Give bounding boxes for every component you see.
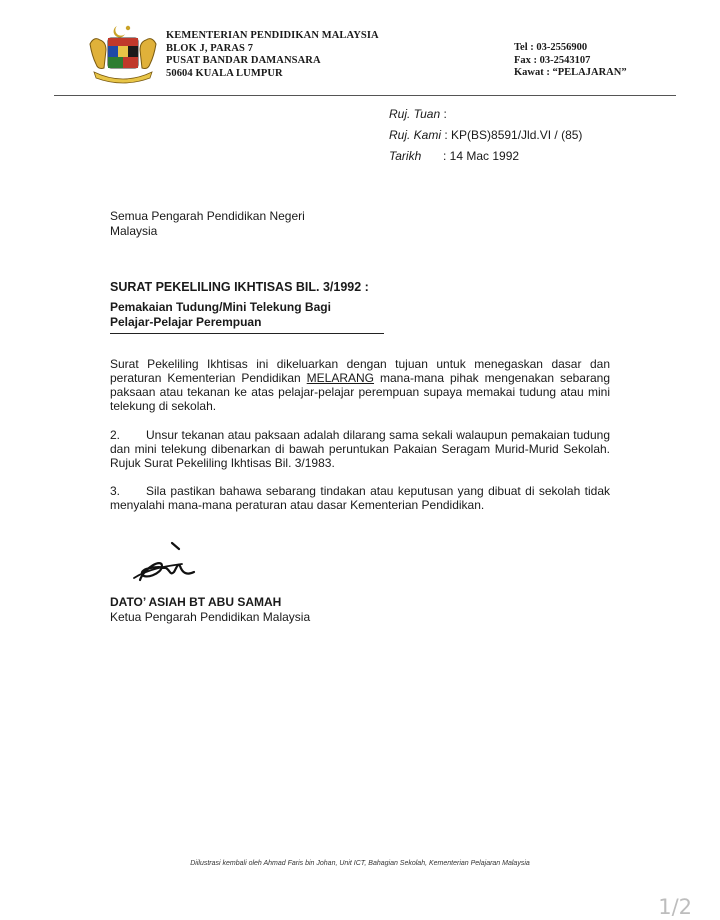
circular-number: SURAT PEKELILING IKHTISAS BIL. 3/1992 : xyxy=(110,280,369,294)
signatory xyxy=(110,595,310,625)
paragraph-number: 3. xyxy=(110,484,121,498)
paragraph-3-text: Sila pastikan bahawa sebarang tindakan atau keputusan yang dibuat di sekolah tidak menyalahi mana-mana peraturan atau dasar Kementerian Pendidikan. xyxy=(110,484,610,512)
telegram-address: Kawat : “PELAJARAN” xyxy=(514,67,627,79)
subject-line: Pemakaian Tudung/Mini Telekung Bagi xyxy=(110,300,331,314)
melarang-keyword: MELARANG xyxy=(306,371,375,385)
paragraph-1-text-cont: mana-mana pihak mengenakan sebarang paksaan atau tekanan ke atas pelajar-pelajar perempuan supaya memakai tudung atau mini telekung di sekolah. xyxy=(110,371,611,413)
recipient-line: Semua Pengarah Pendidikan Negeri xyxy=(110,209,305,223)
org-line: BLOK J, PARAS 7 xyxy=(166,42,254,54)
recipient xyxy=(110,209,305,239)
subject-line: Pelajar-Pelajar Perempuan xyxy=(110,315,262,329)
ruj-kami-value: : KP(BS)8591/Jld.VI / (85) xyxy=(441,128,583,142)
page-indicator: 1/2 xyxy=(658,895,692,919)
tarikh-value: : 14 Mac 1992 xyxy=(443,149,520,163)
ruj-tuan-label: Ruj. Tuan xyxy=(389,107,441,121)
signatory-position: Ketua Pengarah Pendidikan Malaysia xyxy=(110,610,311,624)
org-line: KEMENTERIAN PENDIDIKAN MALAYSIA xyxy=(166,30,379,41)
paragraph-number: 2. xyxy=(110,428,121,442)
footer-credit: Diilustrasi kembali oleh Ahmad Faris bin Johan, Unit ICT, Bahagian Sekolah, Kementerian Pelajaran Malaysia xyxy=(190,860,530,867)
fax: Fax : 03-2543107 xyxy=(514,54,591,66)
paragraph-1 xyxy=(110,357,610,413)
ruj-kami-label: Ruj. Kami xyxy=(389,128,442,142)
org-line: PUSAT BANDAR DAMANSARA xyxy=(166,55,321,67)
signatory-name: DATO’ ASIAH BT ABU SAMAH xyxy=(110,595,282,609)
telephone: Tel : 03-2556900 xyxy=(514,42,588,53)
paragraph-1-text: Surat Pekeliling Ikhtisas ini dikeluarkan dengan tujuan untuk menegaskan dasar dan peraturan Kementerian Pendidikan xyxy=(110,357,610,385)
header-divider xyxy=(54,95,676,96)
reference-block xyxy=(389,104,582,167)
recipient-line: Malaysia xyxy=(110,224,158,238)
org-line: 50604 KUALA LUMPUR xyxy=(166,67,283,79)
malaysia-coat-of-arms-icon xyxy=(84,22,162,86)
paragraph-2-text: Unsur tekanan atau paksaan adalah dilarang sama sekali walaupun pemakaian tudung dan mini telekung dibenarkan di bawah peruntukan Pakaian Seragam Murid-Murid Sekolah. Rujuk Surat Pekeliling Ikhtisas Bil. 3/1983. xyxy=(110,428,610,470)
circular-title xyxy=(110,280,384,334)
handwritten-signature xyxy=(132,540,222,588)
paragraph-3 xyxy=(110,484,610,512)
tarikh-row xyxy=(389,146,582,167)
ruj-tuan-row xyxy=(389,104,582,125)
ruj-tuan-value: : xyxy=(440,107,447,121)
ministry-address xyxy=(166,30,379,80)
paragraph-2 xyxy=(110,428,610,470)
tarikh-label: Tarikh xyxy=(389,149,422,163)
circular-subject xyxy=(110,300,384,334)
ruj-kami-row xyxy=(389,125,582,146)
contact-info xyxy=(514,42,627,80)
